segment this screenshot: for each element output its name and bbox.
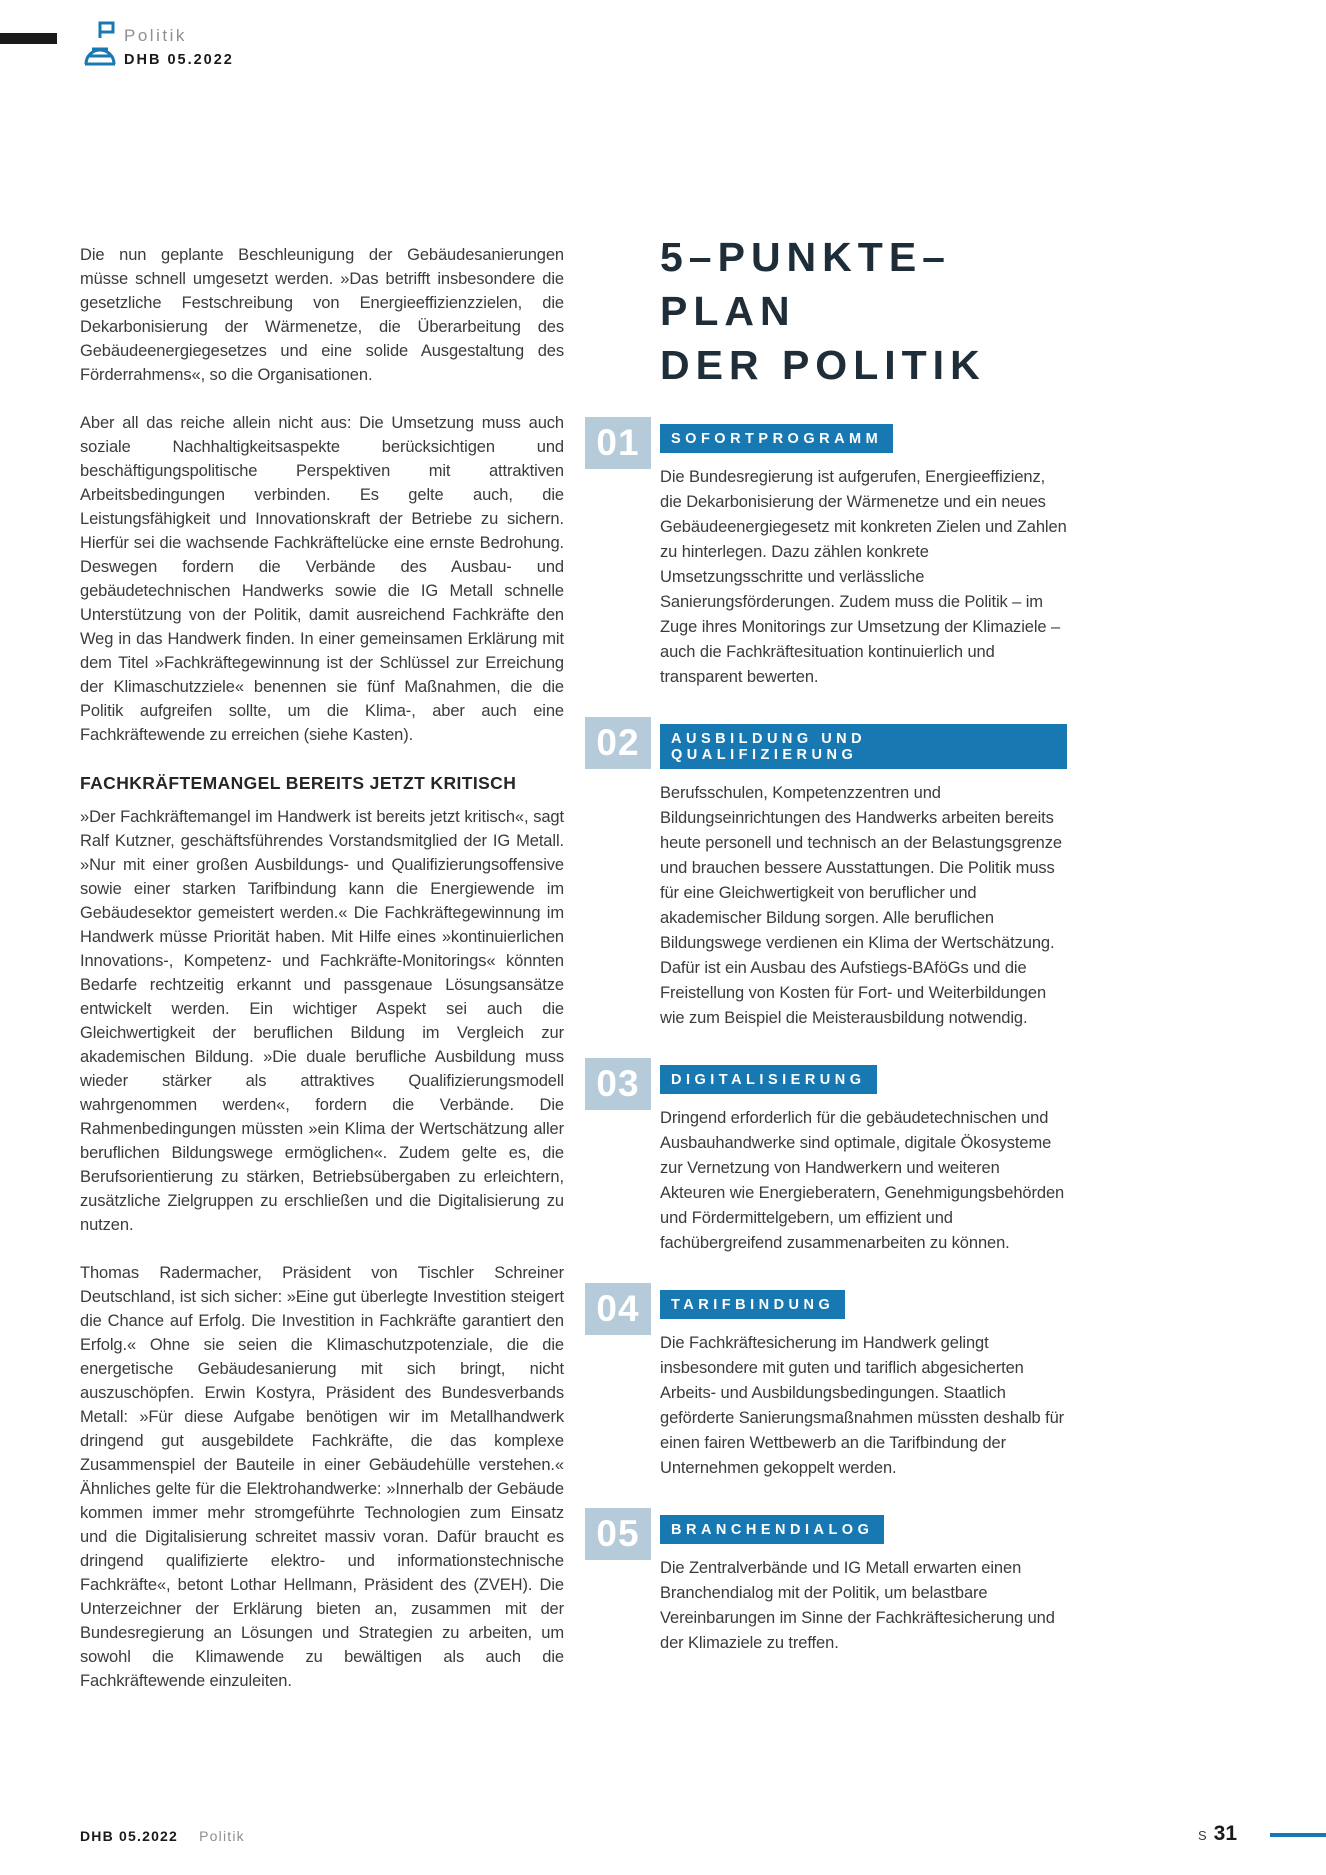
- plan-item-number: 05: [585, 1508, 651, 1560]
- plan-item-2: [585, 724, 1067, 1031]
- page-footer: [80, 1820, 1326, 1852]
- plan-item-content: [660, 1065, 1067, 1256]
- top-left-bar: [0, 33, 57, 44]
- plan-item-5: [585, 1515, 1067, 1656]
- plan-item-text: Berufsschulen, Kompetenzzentren und Bildungseinrichtungen des Handwerks arbeiten bereits heute personell und technisch an der Belastungsgrenze und brauchen bessere Ausstattungen. Die Politik muss für eine Gleichwertigkeit von beruflicher und akademischer Bildung sorgen. Alle beruflichen Bildungswege verdienen ein Klima der Wertschätzung. Dafür ist ein Ausbau des Aufstiegs-BAföGs und die Freistellung von Kosten für Fort- und Weiterbildungen wie zum Beispiel die Meisterausbildung notwendig.: [660, 784, 1062, 1028]
- plan-item-number: 04: [585, 1283, 651, 1335]
- plan-item-text: Die Fachkräftesicherung im Handwerk gelingt insbesondere mit guten und tariflich abgesicherten Arbeits- und Ausbildungsbedingungen. Staatlich geförderte Sanierungsmaßnahmen müssten deshalb für einen fairen Wettbewerb an die Tarifbindung der Unternehmen gekoppelt werden.: [660, 1334, 1065, 1478]
- article-paragraph: Aber all das reiche allein nicht aus: Die Umsetzung muss auch soziale Nachhaltigkeitsaspekte berücksichtigen und beschäftigungspolitische Perspektiven mit attraktiven Arbeitsbedingungen verbinden. Es gelte auch, die Leistungsfähigkeit und Innovationskraft der Betriebe zu sichern. Hierfür sei die wachsende Fachkräftelücke eine ernste Bedrohung. Deswegen fordern die Verbände des Ausbau- und gebäudetechnischen Handwerks sowie die IG Metall schnelle Unterstützung von der Politik, damit ausreichend Fachkräfte den Weg in das Handwerk finden. In einer gemeinsamen Erklärung mit dem Titel »Fachkräftegewinnung ist der Schlüssel zur Erreichung der Klimaschutzziele« benennen sie fünf Maßnahmen, die die Politik aufgreifen sollte, um die Klima-, aber auch eine Fachkräftewende zu erreichen (siehe Kasten).: [80, 414, 564, 744]
- header-issue-label: DHB 05.2022: [124, 52, 234, 68]
- page-header: [124, 26, 234, 68]
- article-subheading: FACHKRÄFTEMANGEL BEREITS JETZT KRITISCH: [80, 773, 517, 793]
- article-paragraph: Die nun geplante Beschleunigung der Gebäudesanierungen müsse schnell umgesetzt werden. »Das betrifft insbesondere die gesetzliche Festschreibung von Energieeffizienzzielen, die Dekarbonisierung der Wärmenetze, die Überarbeitung des Gebäudeenergiegesetzes und eine solide Ausgestaltung des Förderrahmens«, so die Organisationen.: [80, 246, 564, 384]
- footer-page-indicator: [1198, 1822, 1237, 1846]
- plan-item-number: 02: [585, 717, 651, 769]
- plan-item-content: [660, 1515, 1067, 1656]
- plan-item-label: BRANCHENDIALOG: [660, 1515, 884, 1544]
- article-paragraph: Thomas Radermacher, Präsident von Tischler Schreiner Deutschland, ist sich sicher: »Eine gut überlegte Investition steigert die Chance auf Erfolg. Die Investition in Fachkräfte garantiert den Erfolg.« Ohne sie seien die Klimaschutzpotenziale, die die energetische Gebäudesanierung mit sich bringt, nicht auszuschöpfen. Erwin Kostyra, Präsident des Bundesverbands Metall: »Für diese Aufgabe benötigen wir im Metallhandwerk dringend gut ausgebildete Fachkräfte, die das komplexe Zusammenspiel der Bauteile in einer Gebäudehülle verstehen.« Ähnliches gelte für die Elektrohandwerke: »Innerhalb der Gebäude kommen immer mehr stromgeführte Technologien zum Einsatz und die Digitalisierung schreitet massiv voran. Dafür braucht es dringend qualifizierte elektro- und informationstechnische Fachkräfte«, betont Lothar Hellmann, Präsident des (ZVEH). Die Unterzeichner der Erklärung bieten an, zusammen mit der Bundesregierung an Lösungen und Strategien zu arbeiten, um sowohl die Klimawende zu bewältigen als auch die Fachkräftewende einzuleiten.: [80, 1264, 564, 1690]
- plan-title-line1: 5–PUNKTE–PLAN: [660, 234, 951, 335]
- plan-item-3: [585, 1065, 1067, 1256]
- plan-item-label: AUSBILDUNG UND QUALIFIZIERUNG: [660, 724, 1067, 769]
- header-section-label: Politik: [124, 26, 187, 45]
- footer-rule: [1270, 1833, 1326, 1837]
- plan-item-number: 03: [585, 1058, 651, 1110]
- plan-item-number: 01: [585, 417, 651, 469]
- footer-section-label: Politik: [199, 1828, 245, 1844]
- footer-left: [80, 1828, 245, 1844]
- plan-item-content: [660, 1290, 1067, 1481]
- plan-item-content: [660, 424, 1067, 690]
- plan-item-text: Dringend erforderlich für die gebäudetechnischen und Ausbauhandwerke sind optimale, digitale Ökosysteme zur Vernetzung von Handwerkern und weiteren Akteuren wie Energieberatern, Genehmigungsbehörden und Fördermittelgebern, um effizient und fachübergreifend zusammenarbeiten zu können.: [660, 1109, 1065, 1253]
- plan-item-text: Die Zentralverbände und IG Metall erwarten einen Branchendialog mit der Politik, um belastbare Vereinbarungen im Sinne der Fachkräftesicherung und der Klimaziele zu treffen.: [660, 1559, 1055, 1653]
- article-paragraph: »Der Fachkräftemangel im Handwerk ist bereits jetzt kritisch«, sagt Ralf Kutzner, geschäftsführendes Vorstandsmitglied der IG Metall. »Nur mit einer großen Ausbildungs- und Qualifizierungsoffensive sowie einer starken Tarifbindung kann die Energiewende im Gebäudesektor gemeistert werden.« Die Fachkräftegewinnung im Handwerk müsse Priorität haben. Mit Hilfe eines »kontinuierlichen Innovations-, Kompetenz- und Fachkräfte-Monitorings« könnten Bedarfe rechtzeitig erkannt und passgenaue Lösungsansätze entwickelt werden. Ein wichtiger Aspekt sei auch die Gleichwertigkeit der beruflichen Bildung im Vergleich zur akademischen Bildung. »Die duale berufliche Ausbildung muss wieder stärker als attraktives Qualifizierungsmodell wahrgenommen werden«, fordern die Verbände. Die Rahmenbedingungen müssten »ein Klima der Wertschätzung aller beruflichen Bildungswege ermöglichen«. Zudem gelte es, die Berufsorientierung zu stärken, Betriebsübergaben zu erleichtern, zusätzliche Zielgruppen zu erschließen und die Digitalisierung zu nutzen.: [80, 808, 564, 1234]
- plan-item-content: [660, 724, 1067, 1031]
- plan-item-label: SOFORTPROGRAMM: [660, 424, 893, 453]
- plan-item-text: Die Bundesregierung ist aufgerufen, Energieeffizienz, die Dekarbonisierung der Wärmenetze und ein neues Gebäudeenergiegesetz mit konkreten Zielen und Zahlen zu hinterlegen. Dazu zählen konkrete Umsetzungsschritte und verlässliche Sanierungsförderungen. Zudem muss die Politik – im Zuge ihres Monitorings zur Umsetzung der Klimaziele – auch die Fachkräftesituation kontinuierlich und transparent bewerten.: [660, 468, 1067, 687]
- footer-page-prefix: S: [1198, 1828, 1207, 1843]
- plan-item-1: [585, 424, 1067, 690]
- article-body: [80, 243, 564, 1717]
- plan-title: [660, 230, 1067, 392]
- footer-issue-label: DHB 05.2022: [80, 1828, 179, 1844]
- five-point-plan: [585, 230, 1067, 1690]
- plan-item-4: [585, 1290, 1067, 1481]
- plan-title-line2: DER POLITIK: [660, 342, 986, 389]
- dhb-logo-icon: [82, 20, 118, 66]
- plan-item-label: DIGITALISIERUNG: [660, 1065, 877, 1094]
- plan-item-label: TARIFBINDUNG: [660, 1290, 845, 1319]
- footer-page-number: 31: [1213, 1822, 1238, 1845]
